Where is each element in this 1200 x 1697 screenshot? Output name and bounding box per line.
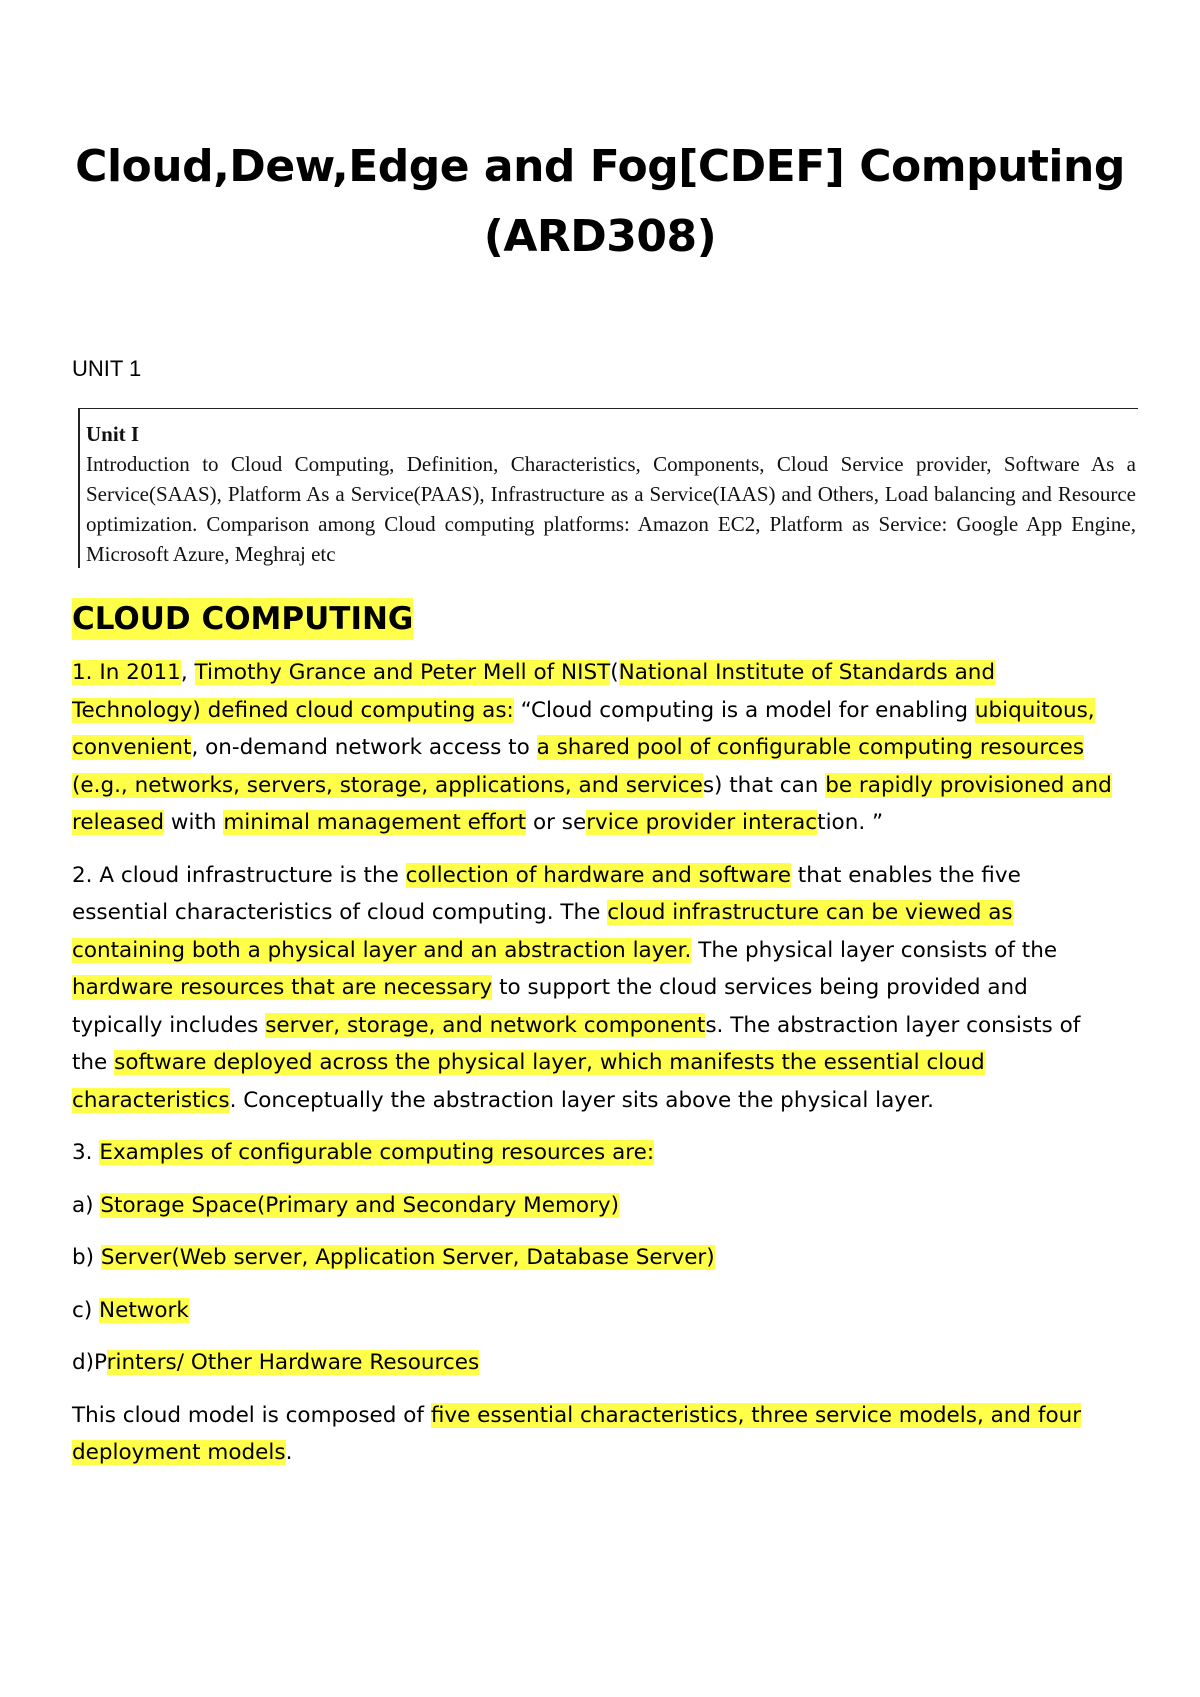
p1-seg: a shared pool of configurable computing resources (e.g., networks, servers, storage, applications, and service [72, 735, 1085, 798]
title-line-2: (ARD308) [483, 211, 717, 262]
paragraph-2 [72, 857, 1122, 1120]
p2-seg: s. The abstraction layer consists of the [72, 1012, 1081, 1075]
title-line-1: Cloud,Dew,Edge and Fog[CDEF] Computing [75, 141, 1125, 192]
p2-seg: to support the cloud services being provided and typically includes [72, 975, 1028, 1038]
list-item-c [72, 1292, 1122, 1330]
p1-seg: minimal management effort [223, 810, 527, 835]
p2-seg: cloud infrastructure can be viewed as containing both a physical layer and an abstraction layer. [72, 900, 1013, 963]
p1-seg: 1. In 2011 [72, 660, 181, 685]
item-text: Server(Web server, Application Server, Database Server) [100, 1245, 715, 1270]
syllabus-heading: Unit I [86, 422, 140, 446]
paragraph-1 [72, 654, 1122, 842]
item-text: rinters/ Other Hardware Resources [106, 1350, 480, 1375]
document-title [60, 132, 1140, 272]
p1-seg: or se [526, 810, 587, 835]
p4-seg: five essential characteristics, three service models, and four deployment models [72, 1402, 1082, 1465]
p2-seg: . Conceptually the abstraction layer sits above the physical layer. [229, 1087, 934, 1113]
p2-seg: collection of hardware and software [405, 862, 791, 888]
paragraph-4 [72, 1397, 1122, 1472]
list-item-a [72, 1187, 1122, 1225]
p1-seg: be rapidly provisioned and released [72, 772, 1112, 835]
p4-seg: . [285, 1440, 293, 1465]
item-text: Storage Space(Primary and Secondary Memory) [100, 1192, 619, 1218]
item-prefix: b) [72, 1245, 101, 1270]
p3-seg: Examples of configurable computing resources are: [99, 1140, 655, 1165]
p1-seg: with [164, 810, 224, 835]
p1-seg: ( [610, 660, 619, 685]
p4-seg: This cloud model is composed of [72, 1402, 431, 1428]
p1-seg: Timothy Grance and Peter Mell of NIST [194, 660, 611, 685]
paragraph-3 [72, 1134, 1122, 1172]
p3-seg: 3. [72, 1140, 100, 1165]
list-item-b [72, 1239, 1122, 1277]
p1-seg: , on-demand network access to [191, 735, 537, 760]
p2-seg: hardware resources that are necessary [72, 975, 493, 1000]
p1-seg: tion. ” [817, 810, 884, 835]
unit-label: UNIT 1 [72, 356, 142, 381]
section-heading: CLOUD COMPUTING [72, 598, 413, 640]
item-text: Network [99, 1297, 189, 1323]
list-item-d [72, 1344, 1122, 1382]
p1-seg: rvice provider interac [586, 810, 818, 835]
p2-seg: that enables the five essential characteristics of cloud computing. The [72, 862, 1021, 925]
syllabus-box [78, 408, 1138, 568]
item-prefix: c) [72, 1297, 100, 1323]
item-prefix: a) [72, 1192, 101, 1218]
p2-seg: The physical layer consists of the [691, 937, 1058, 963]
p2-seg: 2. A cloud infrastructure is the [72, 862, 406, 888]
main-content [72, 598, 1122, 1487]
p1-seg: National Institute of Standards and Technology) defined cloud computing as: [72, 660, 996, 723]
p1-seg: ubiquitous, convenient [72, 697, 1095, 760]
p2-seg: software deployed across the physical layer, which manifests the essential cloud characteristics [72, 1050, 985, 1113]
p1-seg: , [180, 660, 195, 685]
p1-seg: s) that can [702, 772, 826, 798]
p2-seg: server, storage, and network component [265, 1012, 706, 1038]
p1-seg: “Cloud computing is a model for enabling [513, 697, 975, 723]
syllabus-body: Introduction to Cloud Computing, Definition, Characteristics, Components, Cloud Service provider, Software As a Service(SAAS), Platform As a Service(PAAS), Infrastructure as a Service(IAAS) and Others, Load balancing and Resource optimization. Comparison among Cloud computing platforms: Amazon EC2, Platform as Service: Google App Engine, Microsoft Azure, Meghraj etc [86, 452, 1136, 566]
item-prefix: d)P [72, 1350, 107, 1375]
